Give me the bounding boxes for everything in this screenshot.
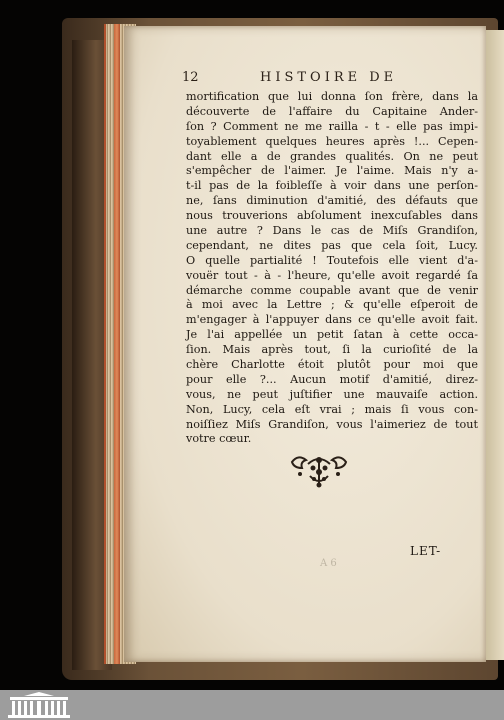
text-line: toyablement quelques heures après !... Cepen-: [186, 134, 478, 148]
text-line: ſion. Mais après tout, ſi la curioſité de la: [186, 343, 478, 357]
text-line: votre cœur.: [186, 432, 252, 446]
red-page-edge: [114, 24, 120, 664]
signature-mark: A 6: [320, 558, 337, 569]
body-text: [186, 90, 478, 447]
text-line: nous trouverions abſolument inexcuſables dans: [186, 209, 478, 223]
text-line: une autre ? Dans le cas de Miſs Grandiſon,: [186, 224, 478, 238]
text-line: m'engager à l'appuyer dans ce qu'elle avoit fait.: [186, 313, 478, 327]
text-line: noiſſiez Miſs Grandiſon, vous l'aimeriez de tout: [186, 417, 478, 431]
text-line: cependant, ne dites pas que cela ſoit, Lucy.: [186, 238, 478, 252]
text-line: mortification que lui donna ſon frère, dans la: [186, 90, 478, 103]
fleuron-ornament-icon: [286, 452, 352, 490]
book-page: [124, 26, 486, 662]
running-head: HISTOIRE DE: [260, 70, 398, 85]
text-line: à moi avec la Lettre ; & qu'elle eſperoit de: [186, 298, 478, 312]
text-line: O quelle partialité ! Toutefois elle vient d'a-: [186, 253, 478, 267]
text-line: s'empêcher de l'aimer. Je l'aime. Mais n'y a-: [186, 164, 478, 178]
facing-page-edge: [486, 30, 504, 660]
text-line: découverte de l'affaire du Capitaine Ander-: [186, 104, 478, 118]
text-line: ne, ſans diminution d'amitié, des défauts que: [186, 194, 478, 208]
text-line: démarche comme coupable avant que de venir: [186, 283, 478, 297]
running-header: [182, 70, 412, 88]
viewer-footer: [0, 690, 504, 720]
text-line: ſon ? Comment ne me railla - t - elle pas impi-: [186, 119, 478, 133]
text-line: chère Charlotte étoit plutôt pour moi que: [186, 358, 478, 372]
text-line: dant elle a de grandes qualités. On ne peut: [186, 149, 478, 163]
text-line: vouër tout - à - l'heure, qu'elle avoit regardé ſa: [186, 268, 478, 282]
text-line: vous, ne peut juſtifier une mauvaiſe action.: [186, 387, 478, 401]
catchword: LET-: [410, 544, 442, 558]
text-line: Je l'ai appellée un petit ſatan à cette occa-: [186, 328, 478, 342]
text-line: Non, Lucy, cela eſt vrai ; mais ſi vous con-: [186, 402, 478, 416]
library-building-logo-icon: [4, 692, 74, 719]
text-line: pour elle ?... Aucun motif d'amitié, direz-: [186, 372, 478, 386]
text-line: t-il pas de la foibleſſe à voir dans une perſon-: [186, 179, 478, 193]
page-number: 12: [182, 70, 199, 85]
